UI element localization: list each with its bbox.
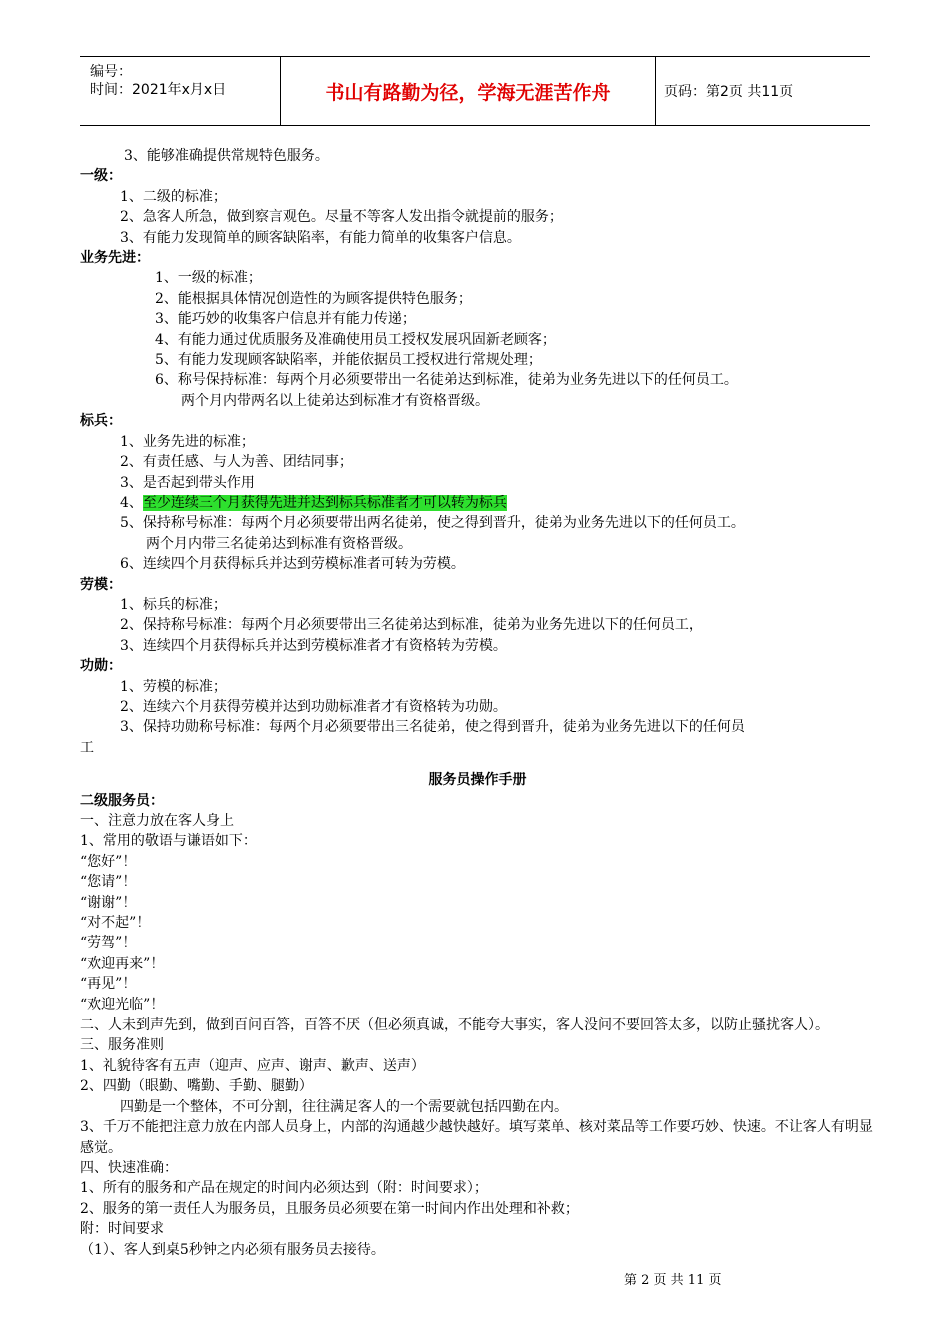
page-header <box>80 56 870 126</box>
list-item: 2、急客人所急，做到察言观色。尽量不等客人发出指令就提前的服务； <box>120 209 563 226</box>
list-item: 2、能根据具体情况创造性的为顾客提供特色服务； <box>155 290 472 307</box>
document-time: 时间：2021年x月x日 <box>90 82 227 98</box>
manual-line: 四、快速准确： <box>80 1159 178 1176</box>
manual-line: 1、礼貌待客有五声（迎声、应声、谢声、歉声、送声） <box>80 1057 425 1074</box>
list-item: 6、连续四个月获得标兵并达到劳模标准者可转为劳模。 <box>120 556 465 573</box>
list-item-continuation: 工 <box>80 739 94 756</box>
manual-line: “欢迎光临”！ <box>80 996 165 1013</box>
manual-line: （1）、客人到桌5秒钟之内必须有服务员去接待。 <box>80 1241 385 1258</box>
list-item: 2、有责任感、与人为善、团结同事； <box>120 454 353 471</box>
manual-line: “欢迎再来”！ <box>80 955 165 972</box>
list-item-continuation: 两个月内带两名以上徒弟达到标准才有资格晋级。 <box>181 392 489 409</box>
list-item: 1、二级的标准； <box>120 188 227 205</box>
list-item: 2、连续六个月获得劳模并达到功勋标准者才有资格转为功勋。 <box>120 698 507 715</box>
list-item: 3、能巧妙的收集客户信息并有能力传递； <box>155 311 416 328</box>
list-item: 1、标兵的标准； <box>120 596 227 613</box>
manual-title: 服务员操作手册 <box>428 772 527 789</box>
section-title-merit: 功勋： <box>80 658 122 675</box>
list-item: 2、保持称号标准：每两个月必须要带出三名徒弟达到标准，徒弟为业务先进以下的任何员工， <box>120 617 703 634</box>
header-motto: 书山有路勤为径，学海无涯苦作舟 <box>280 57 656 125</box>
document-body <box>80 146 875 1260</box>
header-page-info: 页码：第2页 共11页 <box>664 84 794 100</box>
manual-line: “谢谢”！ <box>80 894 137 911</box>
list-item: 4、有能力通过优质服务及准确使用员工授权发展巩固新老顾客； <box>155 331 556 348</box>
list-item <box>80 493 875 513</box>
manual-line: 2、服务的第一责任人为服务员，且服务员必须要在第一时间内作出处理和补救； <box>80 1200 579 1217</box>
highlighted-text: 至少连续三个月获得先进并达到标兵标准者才可以转为标兵 <box>142 494 507 511</box>
list-item: 1、劳模的标准； <box>120 678 227 695</box>
list-item: 5、保持称号标准：每两个月必须要带出两名徒弟，使之得到晋升，徒弟为业务先进以下的任何员工。 <box>120 515 745 532</box>
page-footer: 第 2 页 共 11 页 <box>624 1273 722 1288</box>
section-title-advanced: 业务先进： <box>80 250 150 267</box>
manual-paragraph: 二、人未到声先到，做到百问百答，百答不厌（但必须真诚，不能夸大事实，客人没问不要回答太多，以防止骚扰客人）。 <box>80 1017 829 1034</box>
manual-line: 1、常用的敬语与谦语如下： <box>80 833 257 850</box>
section-title-level1: 一级： <box>80 168 122 185</box>
manual-line: 一、注意力放在客人身上 <box>80 813 234 829</box>
list-item: 3、是否起到带头作用 <box>120 474 255 491</box>
manual-paragraph: 3、千万不能把注意力放在内部人员身上，内部的沟通越少越快越好。填写菜单、核对菜品等工作要巧妙、快速。不让客人有明显感觉。 <box>80 1119 873 1156</box>
list-item: 3、连续四个月获得标兵并达到劳模标准者才有资格转为劳模。 <box>120 637 507 654</box>
manual-line: 附：时间要求 <box>80 1221 164 1238</box>
manual-line: 四勤是一个整体，不可分割，往往满足客人的一个需要就包括四勤在内。 <box>120 1098 568 1115</box>
manual-line: 1、所有的服务和产品在规定的时间内必须达到（附：时间要求）； <box>80 1180 488 1197</box>
manual-line: 三、服务准则 <box>80 1037 164 1054</box>
list-item: 1、业务先进的标准； <box>120 433 255 450</box>
manual-line: “您请”！ <box>80 874 137 891</box>
manual-line: “您好”！ <box>80 853 137 870</box>
list-item: 1、一级的标准； <box>155 270 262 287</box>
list-item: 5、有能力发现顾客缺陷率，并能依据员工授权进行常规处理； <box>155 352 542 369</box>
list-item: 3、有能力发现简单的顾客缺陷率，有能力简单的收集客户信息。 <box>120 229 521 246</box>
manual-line: “再见”！ <box>80 976 137 993</box>
document-number-label: 编号： <box>90 64 132 80</box>
list-item: 6、称号保持标准：每两个月必须要带出一名徒弟达到标准，徒弟为业务先进以下的任何员工。 <box>155 372 738 389</box>
manual-line: “对不起”！ <box>80 915 151 932</box>
manual-line: “劳驾”！ <box>80 935 137 952</box>
section-title-model: 标兵： <box>80 413 122 430</box>
intro-line: 3、能够准确提供常规特色服务。 <box>124 148 329 164</box>
section-title-labor: 劳模： <box>80 576 122 593</box>
header-meta <box>80 57 280 125</box>
list-item-number: 4、 <box>120 494 143 511</box>
manual-line: 2、四勤（眼勤、嘴勤、手勤、腿勤） <box>80 1078 313 1095</box>
manual-subtitle: 二级服务员： <box>80 792 164 809</box>
list-item-continuation: 两个月内带三名徒弟达到标准有资格晋级。 <box>146 535 412 552</box>
list-item: 3、保持功勋称号标准：每两个月必须要带出三名徒弟，使之得到晋升，徒弟为业务先进以下的任何员 <box>120 719 745 736</box>
